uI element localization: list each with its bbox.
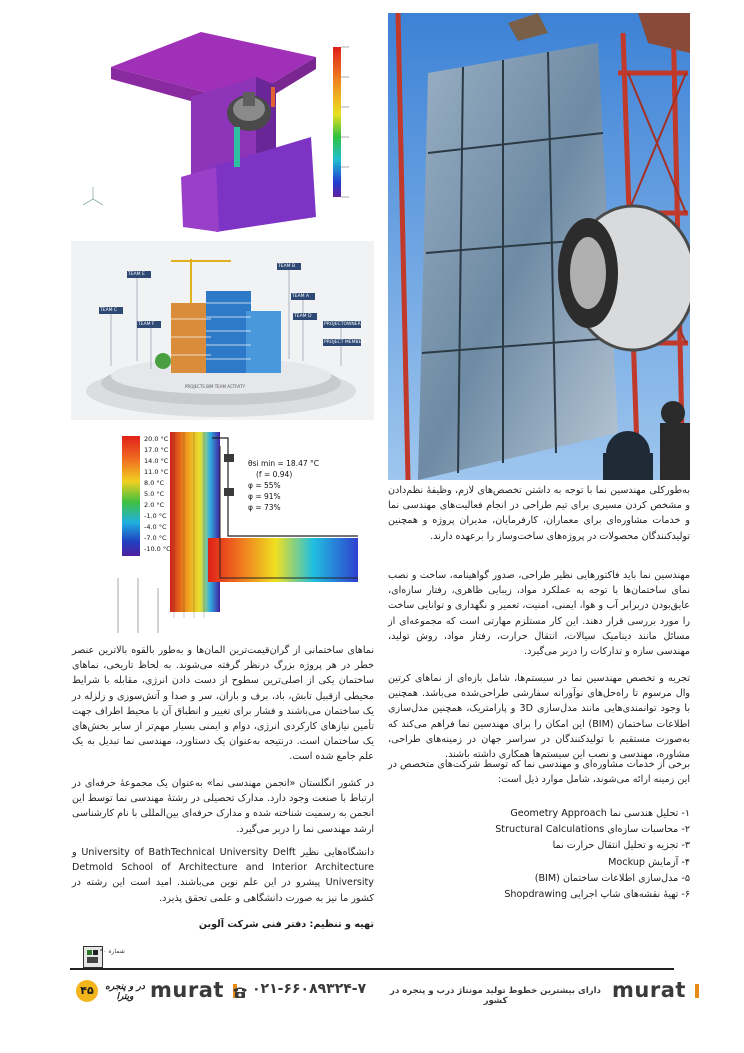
thermal-scale-6: 2.0 °C [144,501,165,509]
thermal-scale-5: 5.0 °C [144,490,165,498]
bim-label-team-a: TEAM A [292,294,310,299]
services-list [450,806,690,903]
list-item: ۲- محاسبات سازه‌ای Structural Calculations [495,824,690,836]
bim-label-team-d: TEAM D [294,314,312,319]
bim-label-project-owner: PROJECTOWNER [324,322,361,327]
mockup-test-photo [388,13,690,480]
thermal-scale-labels [144,434,184,555]
thermal-scale-10: -10.0 °C [144,545,171,553]
bim-label-team-e: TEAM E [128,272,145,277]
thermal-scale-2: 14.0 °C [144,457,169,465]
bim-label-project-member: PROJECT MEMBER [324,340,365,345]
bim-label-team-b: TEAM B [278,264,296,269]
list-item: ۱- تحلیل هندسی نما Geometry Approach [510,808,690,819]
thermal-scale-1: 17.0 °C [144,446,169,454]
thermal-analysis-figure [108,428,374,638]
bim-center-caption: PROJECTS BIM TEAM ACTIVITY [185,384,246,389]
thermal-scale-8: -4.0 °C [144,523,167,531]
thermal-readout-3: φ = 91% [248,492,281,501]
thermal-scale-0: 20.0 °C [144,435,169,443]
list-item: ۶- تهیهٔ نقشه‌های شاپ اجرایی Shopdrawing [504,889,690,901]
bim-label-team-c: TEAM C [100,308,118,313]
thermal-readout-0: θsi min = 18.47 °C [248,459,320,468]
fem-analysis-figure [71,17,374,237]
right-paragraph-2: مهندسین نما باید فاکتورهایی نظیر طراحی، صدور گواهینامه، ساخت و نصب نمای ساختمان‌ها با توجه به عملکرد مواد، زیبایی ظاهری، رفتار سازه‌ای، عایق‌بودن دربرابر آب و هوا، ایمنی، امنیت، تعمیر و نگهداری و توانایی ساخت را مورد بررسی قرار دهند. این کار مستلزم مهارتی است که مجموعه‌ای از مسائل مانند دینامیک سیالات، انتقال حرارت، رفتار مواد، روش تولید، مهندسی سازه و تدارکات را دربر می‌گیرد. [388,570,690,658]
brand-logo-left [150,978,237,1002]
page-number: ۴۵ [80,984,94,997]
brand-logo-right [612,978,699,1002]
footer-rule [70,968,674,970]
thermal-readouts [248,458,358,513]
footer-slogan: دارای بیشترین خطوط تولید مونتاژ درب و پنجره در کشور [390,986,601,1006]
left-paragraph-3: دانشگاه‌هایی نظیر University of BathTechnical University Delft و Detmold School of Architecture and Interior Architecture University پیشرو در این علم نوین می‌باشند. امید است این رشته در کشور ما نیز به صورت دانشگاهی و علمی تحقق پذیرد. [72,847,375,904]
right-paragraph-1: به‌طورکلی مهندسین نما با توجه به داشتن تخصص‌های لازم، وظیفهٔ نظم‌دادن و مشخص کردن مسیری برای تیم طراحی در انجام فعالیت‌های مهندسی نما و خدمات مشاوره‌ای برای معماران، کارفرمایان، مدیران پروژه و همچنین تولیدکنندگان محصولات در پروژه‌های ساخت‌وساز را برعهده دارند. [388,485,690,542]
thermal-readout-4: φ = 73% [248,503,281,512]
brand-name-left: murat [150,978,224,1002]
article-credit: تهیه و تنظیم: دفتر فنی شرکت آلوین [198,919,374,930]
right-paragraph-3: تجربه و تخصص مهندسین نما در سیستم‌ها، شامل بازه‌ای از نماهای کرتین وال مرسوم تا راه‌حل‌های نوآورانه سفارشی طراحی‌شده می‌باشد. همچنین با وجود توانمندی‌هایی مانند مدل‌سازی 3D و پارامتریک، همچنین مدل‌سازی اطلاعات ساختمان (BIM) این امکان را برای مهندسین نما فراهم می‌کند که به‌صورت مستقیم با تولیدکنندگان در سراسر جهان در زمینه‌های طراحی، مشاوره، مهندسی و نصب این سیستم‌ها همکاری داشته باشند. [388,673,690,761]
magazine-title: در و پنجره ویترا [105,982,145,1002]
left-paragraph-1: نماهای ساختمانی از گران‌قیمت‌ترین المان‌ها و به‌طور بالقوه بالاترین عنصر خطر در هر پروژه بزرگ درنظر گرفته می‌شوند. به لحاظ تاریخی، نماهای ساختمان یکی از اصلی‌ترین سطوح از دست دادن انرژی، مقابله با شرایط محیطی ازقبیل تابش، باد، برف و باران، سر و صدا و آتش‌سوزی و زلزله در یک ساختمان می‌باشند و فشار برای تغییر و انطباق آن با محیط اطراف جهت تأمین نیازهای کارکردی انرژی، دوام و ایمنی بسیار مهم‌تر از سایر بخش‌های یک ساختمان است. درنتیجه به‌عنوان یک دستاورد، مهندسی نما تبدیل به یک علم جامع شده است. [72,645,374,763]
page-number-badge [76,980,98,1002]
brand-accent-right [695,984,699,998]
thermal-scale-4: 8.0 °C [144,479,165,487]
right-paragraph-4: برخی از خدمات مشاوره‌ای و مهندسی نما که توسط شرکت‌های متخصص در این زمینه ارائه می‌شوند، شامل موارد ذیل است: [388,759,690,786]
list-item: ۴- آزمایش Mockup [608,856,690,868]
phone-number: ۰۲۱-۶۶۰۸۹۳۲۴-۷ [252,981,367,997]
thermal-readout-1: (f = 0.94) [256,470,293,479]
thermal-readout-2: φ = 55% [248,481,281,490]
issue-label: شماره ۹۰ [100,948,125,955]
list-item: ۵- مدل‌سازی اطلاعات ساختمان (BIM) [534,872,690,884]
bim-label-team-f: TEAM F [138,322,155,327]
thermal-scale-3: 11.0 °C [144,468,169,476]
thermal-scale-9: -7.0 °C [144,534,167,542]
left-paragraph-2: در کشور انگلستان «انجمن مهندسی نما» به‌عنوان یک مجموعهٔ حرفه‌ای در ارتباط با صنعت وجود دارد. مدارک تحصیلی در رشتهٔ مهندسی نما توسط این انجمن به رسمیت شناخته شده و مدارک حرفه‌ای بین‌المللی با نام کارشناسی ارشد مهندسی نما را دربر می‌گیرد. [72,778,374,835]
thermal-scale-7: -1.0 °C [144,512,167,520]
brand-name-right: murat [612,978,686,1002]
phone-icon [232,984,248,997]
list-item: ۳- تجزیه و تحلیل انتقال حرارت نما [552,840,690,852]
bim-collaboration-figure [71,241,374,420]
